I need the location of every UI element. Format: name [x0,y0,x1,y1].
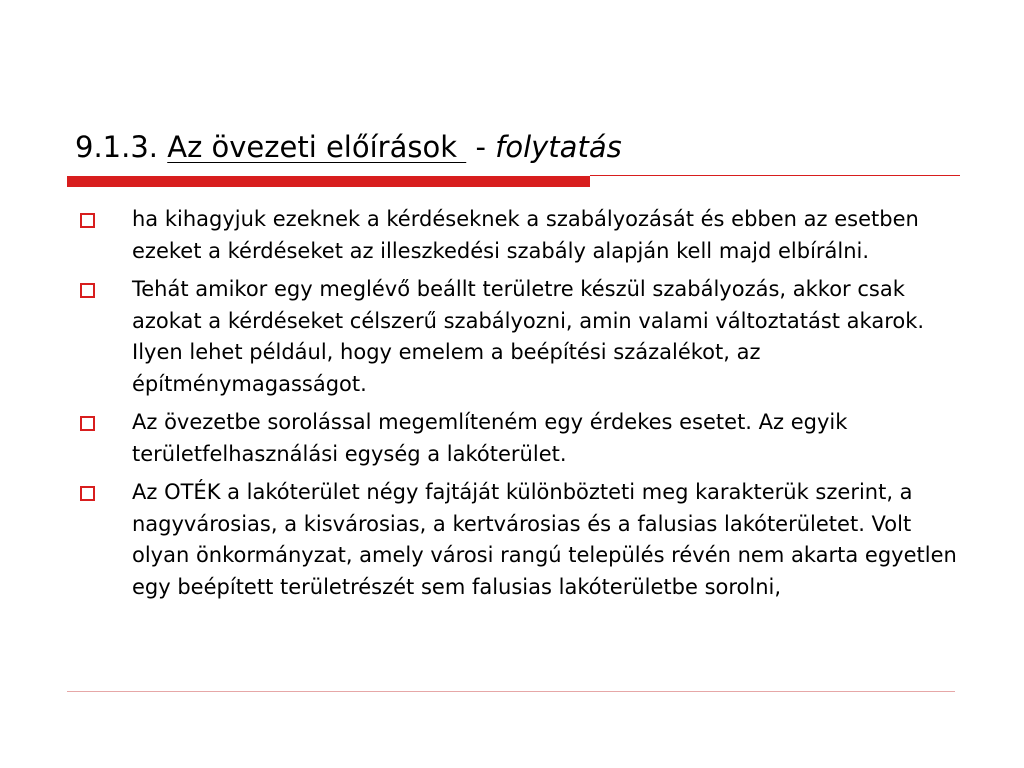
hollow-square-bullet-icon [80,486,95,501]
hollow-square-bullet-icon [80,416,95,431]
bullet-list [80,204,960,610]
bullet-item [80,204,960,267]
title-subtitle: folytatás [495,130,622,164]
title-main: Az övezeti előírások [167,130,467,164]
title-accent-bar [67,176,590,187]
bullet-item [80,407,960,470]
bullet-text: Az övezetbe sorolással megemlíteném egy érdekes esetet. Az egyik területfelhasználási egység a lakóterület. [132,410,848,466]
bullet-item [80,274,960,400]
bullet-text: Tehát amikor egy meglévő beállt területre készül szabályozás, akkor csak azokat a kérdéseket célszerű szabályozni, amin valami változtatást akarok. Ilyen lehet például, hogy emelem a beépítési százalékot, az építménymagasságot. [132,277,925,396]
title-separator: - [466,130,496,164]
footer-rule [67,691,955,692]
slide-title [75,127,622,167]
title-number: 9.1.3. [75,130,168,164]
title-underline-rule [590,175,960,176]
hollow-square-bullet-icon [80,283,95,298]
bullet-text: ha kihagyjuk ezeknek a kérdéseknek a szabályozását és ebben az esetben ezeket a kérdéseket az illeszkedési szabály alapján kell majd elbírálni. [132,207,919,263]
bullet-text: Az OTÉK a lakóterület négy fajtáját különbözteti meg karakterük szerint, a nagyvárosias, a kisvárosias, a kertvárosias és a falusias lakóterületet. Volt olyan önkormányzat, amely városi rangú település révén nem akarta egyetlen egy beépített területrészét sem falusias lakóterületbe sorolni, [132,480,957,599]
hollow-square-bullet-icon [80,213,95,228]
bullet-item [80,477,960,603]
